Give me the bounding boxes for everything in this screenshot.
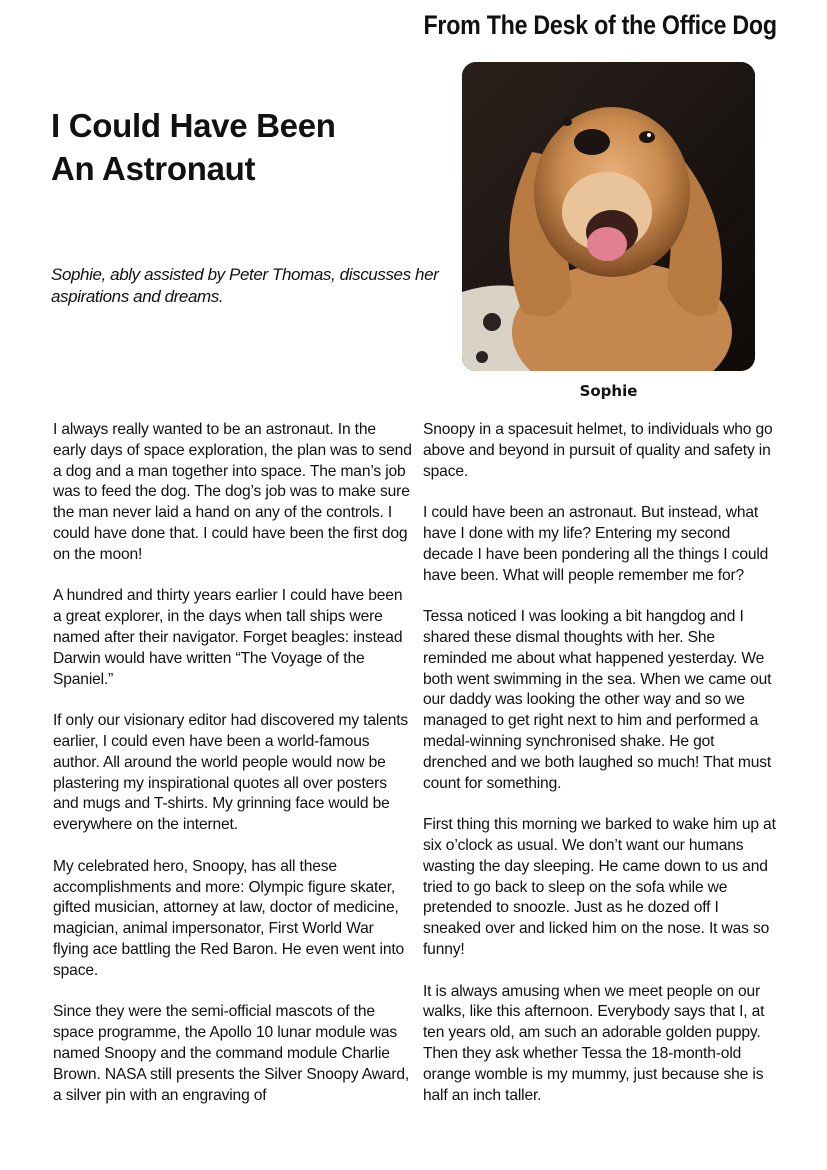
article-column-left xyxy=(53,420,413,1127)
dog-photo xyxy=(462,62,755,371)
paragraph: It is always amusing when we meet people on our walks, like this afternoon. Everybody says that I, at ten years old, am such an adorable golden puppy. Then they ask whether Tessa the 18-month-old orange womble is my mummy, just because she is half an inch taller. xyxy=(423,982,765,1104)
paragraph: Snoopy in a spacesuit helmet, to individuals who go above and beyond in pursuit of quality and safety in space. xyxy=(423,421,773,480)
page-header: From The Desk of the Office Dog xyxy=(423,10,777,40)
paragraph: If only our visionary editor had discovered my talents earlier, I could even have been a world-famous author. All around the world people would now be plastering my inspirational quotes all over posters and mugs and T-shirts. My grinning face would be everywhere on the internet. xyxy=(53,712,409,834)
article-subtitle: Sophie, ably assisted by Peter Thomas, discusses her aspirations and dreams. xyxy=(51,265,439,306)
paragraph: My celebrated hero, Snoopy, has all these accomplishments and more: Olympic figure skater, gifted musician, attorney at law, doctor of medicine, magician, animal impersonator, First World War flying ace battling the Red Baron. He even went into space. xyxy=(53,857,405,979)
paragraph: I could have been an astronaut. But instead, what have I done with my life? Entering my second decade I have been pondering all the things I could have been. What will people remember me for? xyxy=(423,504,769,584)
paragraph: A hundred and thirty years earlier I could have been a great explorer, in the days when tall ships were named after their navigator. Forget beagles: instead Darwin would have written “The Voyage of the Spaniel.” xyxy=(53,587,403,688)
article-title-line-2: An Astronaut xyxy=(51,150,256,187)
article-title xyxy=(51,104,336,190)
paragraph: I always really wanted to be an astronaut. In the early days of space exploration, the plan was to send a dog and a man together into space. The man’s job was to feed the dog. The dog’s job was to make sure the man never laid a hand on any of the controls. I could have done that. I could have been the first dog on the moon! xyxy=(53,421,412,563)
article-title-line-1: I Could Have Been xyxy=(51,107,336,144)
photo-caption: Sophie xyxy=(579,382,638,400)
paragraph: Since they were the semi-official mascots of the space programme, the Apollo 10 lunar module was named Snoopy and the command module Charlie Brown. NASA still presents the Silver Snoopy Award, a silver pin with an engraving of xyxy=(53,1003,410,1104)
paragraph: First thing this morning we barked to wake him up at six o’clock as usual. We don’t want our humans wasting the day sleeping. He came down to us and tried to go back to sleep on the sofa while we pretended to snoozle. Just as he dozed off I sneaked over and licked him on the nose. It was so funny! xyxy=(423,816,776,958)
article-column-right xyxy=(423,420,778,1127)
paragraph: Tessa noticed I was looking a bit hangdog and I shared these dismal thoughts with her. She reminded me about what happened yesterday. We both went swimming in the sea. When we came out our daddy was looking the other way and so we managed to get right next to him and performed a medal-winning synchronised shake. He got drenched and we both laughed so much! That must count for something. xyxy=(423,608,772,792)
